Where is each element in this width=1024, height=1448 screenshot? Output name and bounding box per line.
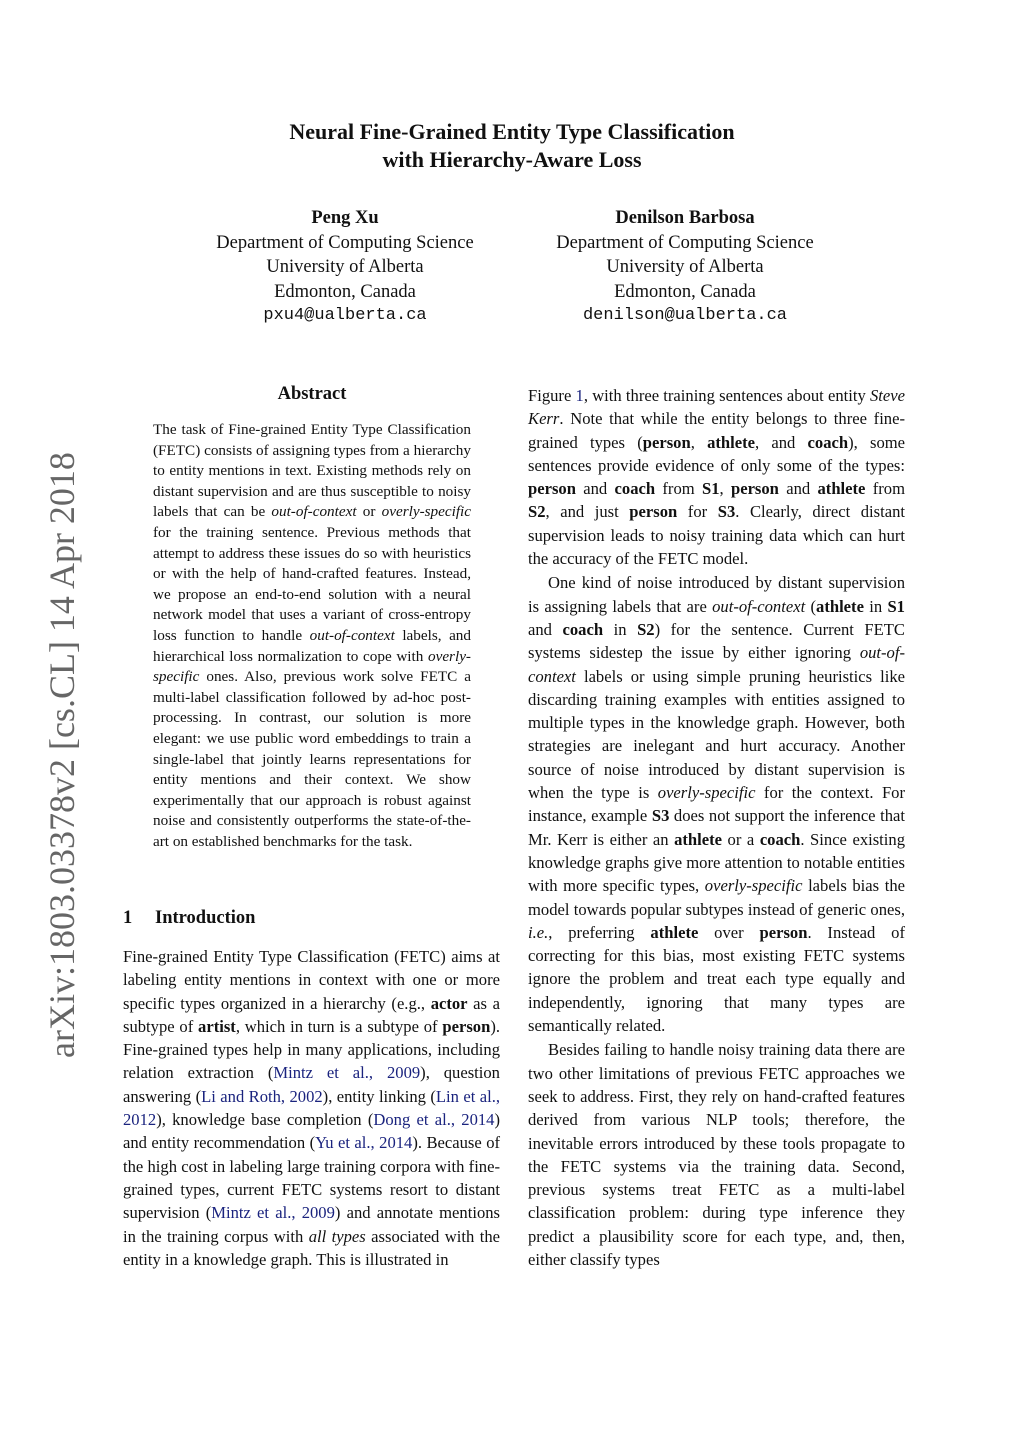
author-univ: University of Alberta bbox=[606, 257, 764, 277]
author-name: Peng Xu bbox=[311, 208, 379, 228]
author-email[interactable]: denilson@ualberta.ca bbox=[582, 306, 788, 325]
text: labels or using simple pruning heuristics like discarding training examples with entities assigned to multiple types in the knowledge graph. However, both strategies are inelegant and hurt accuracy. Another source of noise introduced by distant supervision is when the type is bbox=[528, 666, 905, 803]
author-name: Denilson Barbosa bbox=[615, 208, 755, 228]
text: ) and entity recommendation ( bbox=[123, 1110, 500, 1153]
abstract-body bbox=[153, 420, 471, 852]
emphasis: i.e. bbox=[528, 922, 549, 942]
type-term: person bbox=[442, 1016, 491, 1036]
text: associated with the entity in a knowledge graph. This is illustrated in bbox=[123, 1226, 500, 1269]
type-term: person bbox=[759, 922, 808, 942]
title-line-2: with Hierarchy-Aware Loss bbox=[382, 147, 642, 172]
section-number: 1 bbox=[123, 908, 133, 928]
title-line-1: Neural Fine-Grained Entity Type Classification bbox=[289, 119, 735, 144]
type-term: coach bbox=[759, 829, 801, 849]
paper-title bbox=[0, 118, 1024, 174]
text: or bbox=[356, 503, 382, 521]
emphasis: Steve Kerr bbox=[528, 386, 905, 429]
text: for the training sentence. Previous methods that attempt to address these issues do so with heuristics or with the help of hand-crafted features. Instead, we propose an end-to-end solution with a neural network model that uses a variant of cross-entropy loss function to handle bbox=[153, 523, 471, 644]
text: One kind of noise introduced by distant supervision is assigning labels that are bbox=[528, 573, 905, 616]
text: in bbox=[863, 596, 888, 616]
text: ( bbox=[805, 596, 817, 616]
sentence-label: S3 bbox=[651, 806, 670, 826]
citation-link[interactable]: Mintz et al., 2009 bbox=[273, 1063, 421, 1083]
author-univ: University of Alberta bbox=[266, 257, 424, 277]
text: ), knowledge base completion ( bbox=[156, 1110, 374, 1130]
text: ), entity linking ( bbox=[322, 1086, 436, 1106]
author-dept: Department of Computing Science bbox=[556, 232, 814, 253]
type-term: actor bbox=[430, 993, 468, 1013]
author-block-1 bbox=[165, 206, 525, 329]
abstract-heading: Abstract bbox=[277, 384, 347, 404]
citation-link[interactable]: Lin et al., 2012 bbox=[123, 1086, 501, 1130]
text: . Note that while the entity belongs to three fine-grained types ( bbox=[528, 409, 905, 452]
text: , and just bbox=[545, 502, 630, 522]
author-email[interactable]: pxu4@ualberta.ca bbox=[263, 306, 427, 325]
section-heading-introduction bbox=[123, 908, 255, 929]
text: and bbox=[778, 479, 818, 499]
author-dept: Department of Computing Science bbox=[216, 232, 474, 253]
sentence-label: S3 bbox=[717, 502, 736, 522]
text: from bbox=[655, 479, 702, 499]
text: and bbox=[528, 619, 563, 639]
text: The task of Fine-grained Entity Type Classification (FETC) consists of assigning types from a hierarchy to entity mentions in text. Existing methods rely on distant supervision and are thus susceptible to noisy labels that can be bbox=[153, 421, 471, 521]
intro-paragraph bbox=[123, 945, 500, 1271]
text: Besides failing to handle noisy training data there are two other limitations of previous FETC approaches we seek to address. First, they rely on hand-crafted features derived from various NLP tools; therefore, the inevitable errors introduced by these tools propagate to the FETC systems via the training data. Second, previous systems treat FETC as a multi-label classification problem: during type inference they predict a plausibility score for each type, and, then, either classify types bbox=[528, 1040, 905, 1269]
text: as a subtype of bbox=[123, 993, 500, 1036]
text: , bbox=[690, 432, 708, 452]
arxiv-stamp: arXiv:1803.03378v2 [cs.CL] 14 Apr 2018 bbox=[42, 452, 82, 1058]
text: or a bbox=[722, 829, 760, 849]
text: Fine-grained Entity Type Classification (FETC) aims at labeling entity mentions in context with one or more specific types organized in a hierarchy (e.g., bbox=[123, 947, 500, 1013]
text: in bbox=[603, 619, 638, 639]
text: . Clearly, direct distant supervision leads to noisy training data which can hurt the accuracy of the FETC model. bbox=[528, 502, 906, 569]
text: labels bias the model towards popular subtypes instead of generic ones, bbox=[528, 876, 905, 919]
emphasis: overly-specific bbox=[153, 647, 471, 686]
sentence-label: S1 bbox=[887, 596, 905, 616]
text: , bbox=[719, 479, 731, 499]
text: ) and annotate mentions in the training corpus with bbox=[123, 1203, 500, 1246]
emphasis: overly-specific bbox=[704, 876, 803, 896]
emphasis: overly-specific bbox=[381, 503, 472, 521]
emphasis: all types bbox=[308, 1226, 366, 1246]
type-term: person bbox=[730, 479, 779, 499]
text: from bbox=[865, 479, 905, 499]
type-term: artist bbox=[198, 1016, 236, 1036]
type-term: coach bbox=[614, 479, 656, 499]
sentence-label: S1 bbox=[701, 479, 720, 499]
section-title-text: Introduction bbox=[155, 908, 256, 928]
sentence-label: S2 bbox=[528, 502, 546, 522]
text: for the context. For instance, example bbox=[528, 783, 905, 826]
paragraph-3 bbox=[528, 1038, 905, 1271]
abstract-paragraph bbox=[153, 420, 471, 852]
text: Figure bbox=[528, 386, 576, 405]
text: , with three training sentences about entity bbox=[583, 386, 870, 405]
type-term: athlete bbox=[650, 922, 699, 942]
emphasis: out-of-context bbox=[309, 626, 395, 644]
text: for bbox=[677, 502, 718, 522]
type-term: person bbox=[642, 432, 691, 452]
text: ), some sentences provide evidence of only some of the types: bbox=[528, 432, 906, 475]
figure-link[interactable]: 1 bbox=[575, 386, 584, 405]
text: over bbox=[698, 922, 760, 942]
text: and bbox=[575, 479, 615, 499]
paragraph-2 bbox=[528, 571, 905, 1037]
emphasis: out-of-context bbox=[712, 596, 806, 616]
text: , which in turn is a subtype of bbox=[235, 1016, 443, 1036]
type-term: coach bbox=[562, 619, 604, 639]
citation-link[interactable]: Mintz et al., 2009 bbox=[211, 1203, 335, 1223]
type-term: athlete bbox=[707, 432, 755, 452]
paragraph-1 bbox=[528, 384, 905, 570]
right-column-body bbox=[528, 384, 905, 1271]
type-term: coach bbox=[807, 432, 849, 452]
citation-link[interactable]: Yu et al., 2014 bbox=[315, 1133, 413, 1153]
text: ones. Also, previous work solve FETC a multi-label classification followed by ad-hoc post-processing. In contrast, our solution is more elegant: we use public word embeddings to train a single-label that jointly learns representations for entity mentions and their context. We show experimentally that our approach is robust against noise and consistently outperforms the state-of-the-art on established benchmarks for the task. bbox=[153, 668, 471, 850]
sentence-label: S2 bbox=[637, 619, 655, 639]
text: ), question answering ( bbox=[123, 1063, 500, 1106]
citation-link[interactable]: Dong et al., 2014 bbox=[373, 1110, 495, 1130]
text: , preferring bbox=[548, 922, 651, 942]
author-location: Edmonton, Canada bbox=[274, 281, 416, 302]
emphasis: out-of-context bbox=[271, 503, 357, 521]
text: does not support the inference that Mr. Kerr is either an bbox=[528, 806, 905, 849]
type-term: person bbox=[629, 502, 678, 522]
text: labels, and hierarchical loss normalization to cope with bbox=[153, 626, 471, 665]
text: . Since existing knowledge graphs give more attention to notable entities with more specific types, bbox=[528, 829, 905, 896]
author-location: Edmonton, Canada bbox=[614, 281, 756, 302]
emphasis: overly-specific bbox=[657, 783, 756, 803]
type-term: person bbox=[528, 479, 576, 499]
type-term: athlete bbox=[817, 479, 866, 499]
text: ). Fine-grained types help in many applications, including relation extraction ( bbox=[123, 1016, 500, 1083]
text: , and bbox=[755, 432, 808, 452]
type-term: athlete bbox=[674, 829, 723, 849]
intro-body bbox=[123, 945, 500, 1271]
type-term: athlete bbox=[816, 596, 864, 616]
text: ). Because of the high cost in labeling large training corpora with fine-grained types, current FETC systems resort to distant supervision ( bbox=[123, 1133, 501, 1223]
text: . Instead of correcting for this bias, most existing FETC systems ignore the problem and treat each type equally and independently, ignoring that many types are semantically related. bbox=[528, 922, 905, 1036]
text: ) for the sentence. Current FETC systems sidestep the issue by either ignoring bbox=[528, 619, 905, 663]
author-block-2 bbox=[505, 206, 865, 329]
emphasis: out-of-context bbox=[528, 643, 905, 686]
citation-link[interactable]: Li and Roth, 2002 bbox=[201, 1086, 323, 1106]
